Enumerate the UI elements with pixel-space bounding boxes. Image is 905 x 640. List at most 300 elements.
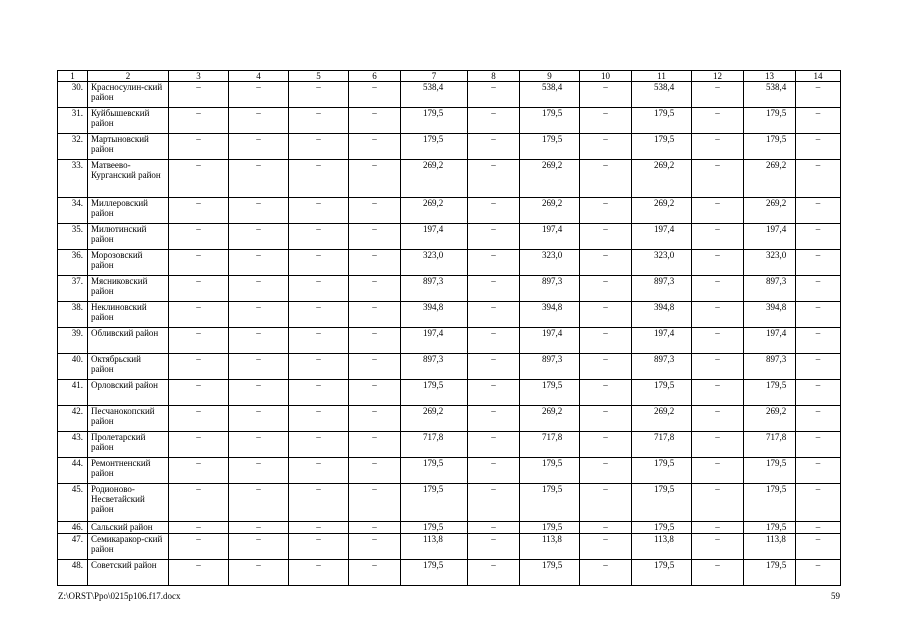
empty-value-cell: – bbox=[580, 432, 632, 458]
row-number-cell: 46. bbox=[58, 522, 88, 534]
empty-value-cell: – bbox=[289, 354, 349, 380]
empty-value-cell: – bbox=[229, 534, 289, 560]
empty-value-cell: – bbox=[580, 224, 632, 250]
value-cell: 179,5 bbox=[744, 380, 796, 406]
empty-value-cell: – bbox=[289, 560, 349, 586]
district-name-cell: Пролетарский район bbox=[88, 432, 169, 458]
value-cell: 323,0 bbox=[744, 250, 796, 276]
empty-value-cell: – bbox=[289, 522, 349, 534]
value-cell: 538,4 bbox=[744, 82, 796, 108]
column-header: 14 bbox=[796, 71, 841, 82]
row-number-cell: 36. bbox=[58, 250, 88, 276]
empty-value-cell: – bbox=[349, 560, 401, 586]
empty-value-cell: – bbox=[229, 82, 289, 108]
value-cell: 717,8 bbox=[401, 432, 468, 458]
empty-value-cell: – bbox=[580, 484, 632, 522]
empty-value-cell: – bbox=[349, 276, 401, 302]
value-cell: 197,4 bbox=[520, 224, 580, 250]
empty-value-cell: – bbox=[692, 302, 744, 328]
district-name-cell: Песчанокопский район bbox=[88, 406, 169, 432]
value-cell: 538,4 bbox=[632, 82, 692, 108]
empty-value-cell: – bbox=[580, 198, 632, 224]
empty-value-cell: – bbox=[349, 458, 401, 484]
data-table bbox=[57, 70, 841, 586]
row-number-cell: 44. bbox=[58, 458, 88, 484]
value-cell: 269,2 bbox=[401, 406, 468, 432]
empty-value-cell: – bbox=[229, 380, 289, 406]
empty-value-cell: – bbox=[580, 406, 632, 432]
empty-value-cell: – bbox=[229, 160, 289, 198]
value-cell: 179,5 bbox=[632, 560, 692, 586]
empty-value-cell: – bbox=[229, 432, 289, 458]
empty-value-cell: – bbox=[289, 534, 349, 560]
table-row bbox=[58, 108, 841, 134]
value-cell: 897,3 bbox=[401, 276, 468, 302]
empty-value-cell: – bbox=[349, 432, 401, 458]
empty-value-cell: – bbox=[796, 560, 841, 586]
empty-value-cell: – bbox=[692, 560, 744, 586]
district-name-cell: Орловский район bbox=[88, 380, 169, 406]
empty-value-cell: – bbox=[796, 484, 841, 522]
empty-value-cell: – bbox=[229, 302, 289, 328]
district-name-cell: Советский район bbox=[88, 560, 169, 586]
value-cell: 269,2 bbox=[520, 160, 580, 198]
row-number-cell: 30. bbox=[58, 82, 88, 108]
value-cell: 394,8 bbox=[401, 302, 468, 328]
empty-value-cell: – bbox=[349, 160, 401, 198]
table-row bbox=[58, 432, 841, 458]
value-cell: 179,5 bbox=[632, 484, 692, 522]
empty-value-cell: – bbox=[289, 82, 349, 108]
footer-file-path: Z:\ORST\Ppo\0215p106.f17.docx bbox=[58, 591, 181, 601]
empty-value-cell: – bbox=[580, 522, 632, 534]
empty-value-cell: – bbox=[796, 82, 841, 108]
column-header: 4 bbox=[229, 71, 289, 82]
value-cell: 269,2 bbox=[632, 198, 692, 224]
empty-value-cell: – bbox=[229, 198, 289, 224]
value-cell: 113,8 bbox=[744, 534, 796, 560]
empty-value-cell: – bbox=[692, 534, 744, 560]
table-header-row bbox=[58, 71, 841, 82]
row-number-cell: 45. bbox=[58, 484, 88, 522]
empty-value-cell: – bbox=[796, 276, 841, 302]
value-cell: 197,4 bbox=[520, 328, 580, 354]
value-cell: 897,3 bbox=[744, 354, 796, 380]
empty-value-cell: – bbox=[349, 134, 401, 160]
empty-value-cell: – bbox=[169, 534, 229, 560]
empty-value-cell: – bbox=[796, 406, 841, 432]
value-cell: 179,5 bbox=[632, 108, 692, 134]
empty-value-cell: – bbox=[169, 406, 229, 432]
empty-value-cell: – bbox=[169, 160, 229, 198]
empty-value-cell: – bbox=[289, 134, 349, 160]
row-number-cell: 48. bbox=[58, 560, 88, 586]
table-row bbox=[58, 160, 841, 198]
value-cell: 394,8 bbox=[632, 302, 692, 328]
empty-value-cell: – bbox=[229, 458, 289, 484]
value-cell: 179,5 bbox=[401, 560, 468, 586]
empty-value-cell: – bbox=[229, 560, 289, 586]
empty-value-cell: – bbox=[468, 250, 520, 276]
empty-value-cell: – bbox=[692, 224, 744, 250]
empty-value-cell: – bbox=[289, 250, 349, 276]
empty-value-cell: – bbox=[692, 380, 744, 406]
empty-value-cell: – bbox=[796, 522, 841, 534]
empty-value-cell: – bbox=[580, 354, 632, 380]
table-row bbox=[58, 302, 841, 328]
column-header: 8 bbox=[468, 71, 520, 82]
district-name-cell: Семикаракор-ский район bbox=[88, 534, 169, 560]
value-cell: 269,2 bbox=[401, 198, 468, 224]
empty-value-cell: – bbox=[349, 108, 401, 134]
value-cell: 179,5 bbox=[520, 484, 580, 522]
page-number: 59 bbox=[831, 591, 840, 601]
empty-value-cell: – bbox=[169, 458, 229, 484]
district-name-cell: Октябрьский район bbox=[88, 354, 169, 380]
column-header: 13 bbox=[744, 71, 796, 82]
empty-value-cell: – bbox=[692, 134, 744, 160]
row-number-cell: 42. bbox=[58, 406, 88, 432]
table-row bbox=[58, 458, 841, 484]
district-name-cell: Мартыновский район bbox=[88, 134, 169, 160]
empty-value-cell: – bbox=[580, 458, 632, 484]
empty-value-cell: – bbox=[796, 160, 841, 198]
row-number-cell: 31. bbox=[58, 108, 88, 134]
empty-value-cell: – bbox=[349, 354, 401, 380]
empty-value-cell: – bbox=[468, 160, 520, 198]
table-row bbox=[58, 198, 841, 224]
empty-value-cell: – bbox=[468, 560, 520, 586]
empty-value-cell: – bbox=[289, 380, 349, 406]
empty-value-cell: – bbox=[229, 134, 289, 160]
empty-value-cell: – bbox=[796, 354, 841, 380]
empty-value-cell: – bbox=[169, 224, 229, 250]
empty-value-cell: – bbox=[692, 406, 744, 432]
empty-value-cell: – bbox=[349, 522, 401, 534]
empty-value-cell: – bbox=[169, 560, 229, 586]
value-cell: 179,5 bbox=[744, 134, 796, 160]
empty-value-cell: – bbox=[349, 484, 401, 522]
empty-value-cell: – bbox=[349, 534, 401, 560]
empty-value-cell: – bbox=[169, 198, 229, 224]
value-cell: 717,8 bbox=[632, 432, 692, 458]
value-cell: 179,5 bbox=[401, 108, 468, 134]
empty-value-cell: – bbox=[580, 534, 632, 560]
empty-value-cell: – bbox=[796, 224, 841, 250]
value-cell: 269,2 bbox=[520, 406, 580, 432]
value-cell: 269,2 bbox=[744, 160, 796, 198]
empty-value-cell: – bbox=[580, 380, 632, 406]
value-cell: 113,8 bbox=[520, 534, 580, 560]
empty-value-cell: – bbox=[289, 160, 349, 198]
empty-value-cell: – bbox=[169, 302, 229, 328]
row-number-cell: 39. bbox=[58, 328, 88, 354]
empty-value-cell: – bbox=[229, 328, 289, 354]
empty-value-cell: – bbox=[468, 224, 520, 250]
value-cell: 269,2 bbox=[401, 160, 468, 198]
row-number-cell: 35. bbox=[58, 224, 88, 250]
empty-value-cell: – bbox=[692, 354, 744, 380]
value-cell: 113,8 bbox=[401, 534, 468, 560]
row-number-cell: 43. bbox=[58, 432, 88, 458]
district-name-cell: Куйбышевский район bbox=[88, 108, 169, 134]
value-cell: 179,5 bbox=[744, 458, 796, 484]
value-cell: 179,5 bbox=[520, 522, 580, 534]
empty-value-cell: – bbox=[229, 250, 289, 276]
value-cell: 538,4 bbox=[401, 82, 468, 108]
row-number-cell: 37. bbox=[58, 276, 88, 302]
district-name-cell: Обливский район bbox=[88, 328, 169, 354]
value-cell: 197,4 bbox=[632, 328, 692, 354]
table-row bbox=[58, 328, 841, 354]
table-row bbox=[58, 484, 841, 522]
value-cell: 323,0 bbox=[632, 250, 692, 276]
empty-value-cell: – bbox=[796, 250, 841, 276]
value-cell: 197,4 bbox=[401, 224, 468, 250]
empty-value-cell: – bbox=[580, 250, 632, 276]
empty-value-cell: – bbox=[169, 276, 229, 302]
district-name-cell: Красносулин-ский район bbox=[88, 82, 169, 108]
value-cell: 717,8 bbox=[520, 432, 580, 458]
value-cell: 269,2 bbox=[632, 160, 692, 198]
district-name-cell: Ремонтненский район bbox=[88, 458, 169, 484]
value-cell: 269,2 bbox=[632, 406, 692, 432]
empty-value-cell: – bbox=[349, 302, 401, 328]
value-cell: 897,3 bbox=[744, 276, 796, 302]
district-name-cell: Мясниковский район bbox=[88, 276, 169, 302]
empty-value-cell: – bbox=[468, 198, 520, 224]
empty-value-cell: – bbox=[289, 276, 349, 302]
empty-value-cell: – bbox=[169, 522, 229, 534]
table-row bbox=[58, 406, 841, 432]
value-cell: 394,8 bbox=[744, 302, 796, 328]
value-cell: 179,5 bbox=[401, 522, 468, 534]
row-number-cell: 41. bbox=[58, 380, 88, 406]
empty-value-cell: – bbox=[169, 108, 229, 134]
value-cell: 197,4 bbox=[744, 224, 796, 250]
empty-value-cell: – bbox=[229, 406, 289, 432]
column-header: 11 bbox=[632, 71, 692, 82]
empty-value-cell: – bbox=[169, 82, 229, 108]
empty-value-cell: – bbox=[468, 82, 520, 108]
empty-value-cell: – bbox=[289, 432, 349, 458]
empty-value-cell: – bbox=[468, 534, 520, 560]
row-number-cell: 38. bbox=[58, 302, 88, 328]
empty-value-cell: – bbox=[692, 82, 744, 108]
empty-value-cell: – bbox=[692, 198, 744, 224]
value-cell: 717,8 bbox=[744, 432, 796, 458]
empty-value-cell: – bbox=[289, 108, 349, 134]
value-cell: 269,2 bbox=[744, 406, 796, 432]
value-cell: 179,5 bbox=[744, 108, 796, 134]
empty-value-cell: – bbox=[796, 380, 841, 406]
empty-value-cell: – bbox=[349, 250, 401, 276]
empty-value-cell: – bbox=[580, 328, 632, 354]
value-cell: 179,5 bbox=[632, 458, 692, 484]
empty-value-cell: – bbox=[580, 134, 632, 160]
column-header: 1 bbox=[58, 71, 88, 82]
empty-value-cell: – bbox=[796, 458, 841, 484]
empty-value-cell: – bbox=[229, 522, 289, 534]
row-number-cell: 47. bbox=[58, 534, 88, 560]
empty-value-cell: – bbox=[349, 406, 401, 432]
empty-value-cell: – bbox=[289, 458, 349, 484]
empty-value-cell: – bbox=[796, 534, 841, 560]
value-cell: 179,5 bbox=[520, 380, 580, 406]
district-name-cell: Миллеровский район bbox=[88, 198, 169, 224]
column-header: 12 bbox=[692, 71, 744, 82]
empty-value-cell: – bbox=[692, 484, 744, 522]
empty-value-cell: – bbox=[229, 224, 289, 250]
value-cell: 179,5 bbox=[520, 134, 580, 160]
empty-value-cell: – bbox=[169, 380, 229, 406]
table-row bbox=[58, 354, 841, 380]
empty-value-cell: – bbox=[229, 354, 289, 380]
column-header: 3 bbox=[169, 71, 229, 82]
table-row bbox=[58, 134, 841, 160]
empty-value-cell: – bbox=[289, 224, 349, 250]
empty-value-cell: – bbox=[692, 432, 744, 458]
empty-value-cell: – bbox=[229, 484, 289, 522]
column-header: 10 bbox=[580, 71, 632, 82]
table-row bbox=[58, 380, 841, 406]
table-row bbox=[58, 522, 841, 534]
empty-value-cell: – bbox=[692, 328, 744, 354]
value-cell: 269,2 bbox=[744, 198, 796, 224]
table-row bbox=[58, 276, 841, 302]
value-cell: 179,5 bbox=[744, 522, 796, 534]
value-cell: 897,3 bbox=[632, 354, 692, 380]
table-row bbox=[58, 250, 841, 276]
value-cell: 179,5 bbox=[632, 522, 692, 534]
empty-value-cell: – bbox=[692, 522, 744, 534]
value-cell: 179,5 bbox=[520, 108, 580, 134]
empty-value-cell: – bbox=[796, 302, 841, 328]
empty-value-cell: – bbox=[169, 484, 229, 522]
value-cell: 538,4 bbox=[520, 82, 580, 108]
empty-value-cell: – bbox=[580, 276, 632, 302]
empty-value-cell: – bbox=[289, 198, 349, 224]
row-number-cell: 34. bbox=[58, 198, 88, 224]
value-cell: 197,4 bbox=[401, 328, 468, 354]
empty-value-cell: – bbox=[796, 432, 841, 458]
value-cell: 269,2 bbox=[520, 198, 580, 224]
empty-value-cell: – bbox=[468, 276, 520, 302]
empty-value-cell: – bbox=[796, 134, 841, 160]
column-header: 7 bbox=[401, 71, 468, 82]
value-cell: 179,5 bbox=[744, 560, 796, 586]
empty-value-cell: – bbox=[796, 198, 841, 224]
value-cell: 179,5 bbox=[744, 484, 796, 522]
empty-value-cell: – bbox=[468, 406, 520, 432]
value-cell: 179,5 bbox=[520, 560, 580, 586]
empty-value-cell: – bbox=[289, 328, 349, 354]
empty-value-cell: – bbox=[349, 82, 401, 108]
empty-value-cell: – bbox=[169, 250, 229, 276]
value-cell: 897,3 bbox=[632, 276, 692, 302]
empty-value-cell: – bbox=[169, 354, 229, 380]
empty-value-cell: – bbox=[580, 302, 632, 328]
empty-value-cell: – bbox=[468, 458, 520, 484]
district-name-cell: Матвеево-Курганский район bbox=[88, 160, 169, 198]
table-row bbox=[58, 560, 841, 586]
empty-value-cell: – bbox=[169, 432, 229, 458]
empty-value-cell: – bbox=[692, 458, 744, 484]
column-header: 5 bbox=[289, 71, 349, 82]
value-cell: 179,5 bbox=[632, 380, 692, 406]
empty-value-cell: – bbox=[796, 108, 841, 134]
column-header: 9 bbox=[520, 71, 580, 82]
value-cell: 179,5 bbox=[401, 484, 468, 522]
value-cell: 179,5 bbox=[520, 458, 580, 484]
empty-value-cell: – bbox=[468, 134, 520, 160]
empty-value-cell: – bbox=[349, 224, 401, 250]
value-cell: 179,5 bbox=[401, 458, 468, 484]
district-name-cell: Морозовский район bbox=[88, 250, 169, 276]
row-number-cell: 32. bbox=[58, 134, 88, 160]
empty-value-cell: – bbox=[229, 276, 289, 302]
value-cell: 179,5 bbox=[401, 380, 468, 406]
district-name-cell: Милютинский район bbox=[88, 224, 169, 250]
value-cell: 897,3 bbox=[401, 354, 468, 380]
empty-value-cell: – bbox=[349, 380, 401, 406]
empty-value-cell: – bbox=[468, 522, 520, 534]
empty-value-cell: – bbox=[289, 406, 349, 432]
empty-value-cell: – bbox=[468, 354, 520, 380]
value-cell: 197,4 bbox=[632, 224, 692, 250]
value-cell: 323,0 bbox=[520, 250, 580, 276]
empty-value-cell: – bbox=[468, 380, 520, 406]
empty-value-cell: – bbox=[796, 328, 841, 354]
empty-value-cell: – bbox=[468, 484, 520, 522]
table-row bbox=[58, 82, 841, 108]
empty-value-cell: – bbox=[692, 108, 744, 134]
empty-value-cell: – bbox=[468, 302, 520, 328]
empty-value-cell: – bbox=[580, 560, 632, 586]
value-cell: 197,4 bbox=[744, 328, 796, 354]
district-name-cell: Родионово-Несветайский район bbox=[88, 484, 169, 522]
column-header: 2 bbox=[88, 71, 169, 82]
empty-value-cell: – bbox=[229, 108, 289, 134]
value-cell: 323,0 bbox=[401, 250, 468, 276]
table-row bbox=[58, 534, 841, 560]
empty-value-cell: – bbox=[692, 250, 744, 276]
empty-value-cell: – bbox=[349, 198, 401, 224]
table-row bbox=[58, 224, 841, 250]
empty-value-cell: – bbox=[169, 328, 229, 354]
empty-value-cell: – bbox=[468, 108, 520, 134]
value-cell: 179,5 bbox=[401, 134, 468, 160]
empty-value-cell: – bbox=[468, 432, 520, 458]
empty-value-cell: – bbox=[692, 276, 744, 302]
district-name-cell: Сальский район bbox=[88, 522, 169, 534]
value-cell: 897,3 bbox=[520, 354, 580, 380]
value-cell: 394,8 bbox=[520, 302, 580, 328]
empty-value-cell: – bbox=[580, 160, 632, 198]
empty-value-cell: – bbox=[468, 328, 520, 354]
empty-value-cell: – bbox=[580, 82, 632, 108]
value-cell: 179,5 bbox=[632, 134, 692, 160]
empty-value-cell: – bbox=[289, 484, 349, 522]
empty-value-cell: – bbox=[692, 160, 744, 198]
value-cell: 113,8 bbox=[632, 534, 692, 560]
row-number-cell: 40. bbox=[58, 354, 88, 380]
value-cell: 897,3 bbox=[520, 276, 580, 302]
district-name-cell: Неклиновский район bbox=[88, 302, 169, 328]
empty-value-cell: – bbox=[349, 328, 401, 354]
empty-value-cell: – bbox=[169, 134, 229, 160]
column-header: 6 bbox=[349, 71, 401, 82]
